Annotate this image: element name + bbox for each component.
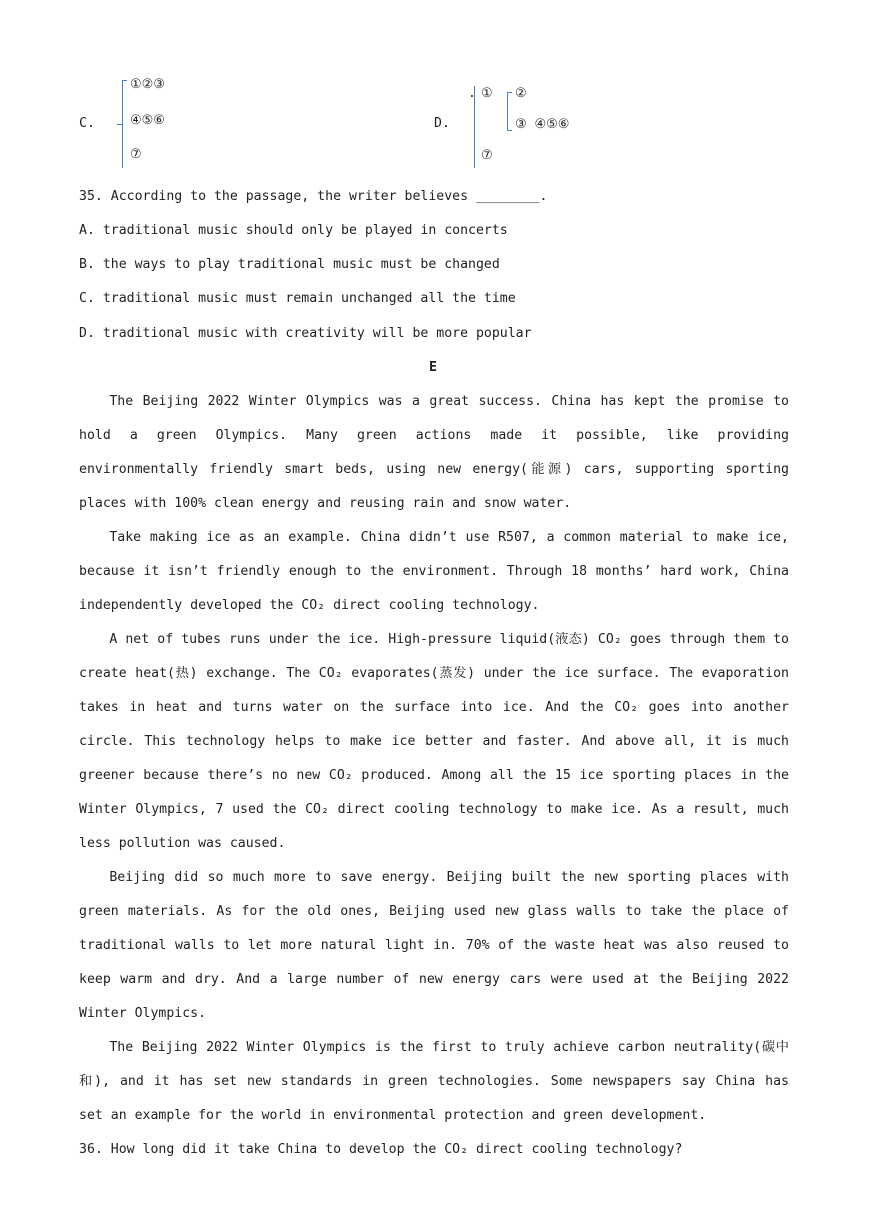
passage-e (79, 385, 789, 1167)
option-c-brace-top (122, 80, 127, 81)
option-d-label: D. (434, 116, 450, 131)
passage-paragraph-5: The Beijing 2022 Winter Olympics is the first to truly achieve carbon neutrality(碳中和), and it has set new standards in green technologies. Some newspapers say China has set an example for the world in environmental protection and green development. (79, 1040, 789, 1123)
q36-stem: 36. How long did it take China to develop the CO₂ direct cooling technology? (79, 1142, 683, 1157)
option-c-brace (122, 80, 123, 168)
q35-option-d: D. traditional music with creativity will be more popular (79, 326, 532, 341)
option-c-row2: ④⑤⑥ (130, 113, 165, 128)
q35-option-c: C. traditional music must remain unchanged all the time (79, 291, 516, 306)
option-d-row3: ⑦ (481, 148, 493, 163)
passage-paragraph-2: Take making ice as an example. China didn’t use R507, a common material to make ice, because it isn’t friendly enough to the environment. Through 18 months’ hard work, China independently developed the CO₂ direct cooling technology. (79, 530, 789, 613)
option-d-inner-brace-top (507, 92, 512, 93)
option-d-dot: . (468, 86, 476, 101)
option-c-brace-tip (117, 124, 122, 125)
option-d-row1a: ① (481, 86, 493, 101)
option-c-row1: ①②③ (130, 77, 165, 92)
section-heading: E (429, 360, 437, 375)
passage-paragraph-3: A net of tubes runs under the ice. High-pressure liquid(液态) CO₂ goes through them to create heat(热) exchange. The CO₂ evaporates(蒸发) under the ice surface. The evaporation takes in heat and turns water on the surface into ice. And the CO₂ goes into another circle. This technology helps to make ice better and faster. And above all, it is much greener because there’s no new CO₂ produced. Among all the 15 ice sporting places in the Winter Olympics, 7 used the CO₂ direct cooling technology to make ice. As a result, much less pollution was caused. (79, 632, 789, 851)
option-d-inner-brace (507, 92, 508, 130)
option-d-inner-brace-bottom (507, 130, 512, 131)
passage-paragraph-4: Beijing did so much more to save energy. Beijing built the new sporting places with green materials. As for the old ones, Beijing used new glass walls to take the place of traditional walls to let more natural light in. 70% of the waste heat was also reused to keep warm and dry. And a large number of new energy cars were used at the Beijing 2022 Winter Olympics. (79, 870, 789, 1021)
option-d-row1b: ② (515, 86, 527, 101)
option-d-outer-brace (474, 86, 475, 168)
passage-paragraph-1: The Beijing 2022 Winter Olympics was a great success. China has kept the promise to hold a green Olympics. Many green actions made it possible, like providing environmentally friendly smart beds, using new energy(能源) cars, supporting sporting places with 100% clean energy and reusing rain and snow water. (79, 394, 789, 511)
q35-stem: 35. According to the passage, the writer believes ________. (79, 189, 548, 204)
q35-option-a: A. traditional music should only be played in concerts (79, 223, 508, 238)
option-c-row3: ⑦ (130, 147, 142, 162)
option-c-label: C. (79, 116, 95, 131)
option-d-row2: ③ ④⑤⑥ (515, 117, 570, 132)
q35-option-b: B. the ways to play traditional music must be changed (79, 257, 500, 272)
